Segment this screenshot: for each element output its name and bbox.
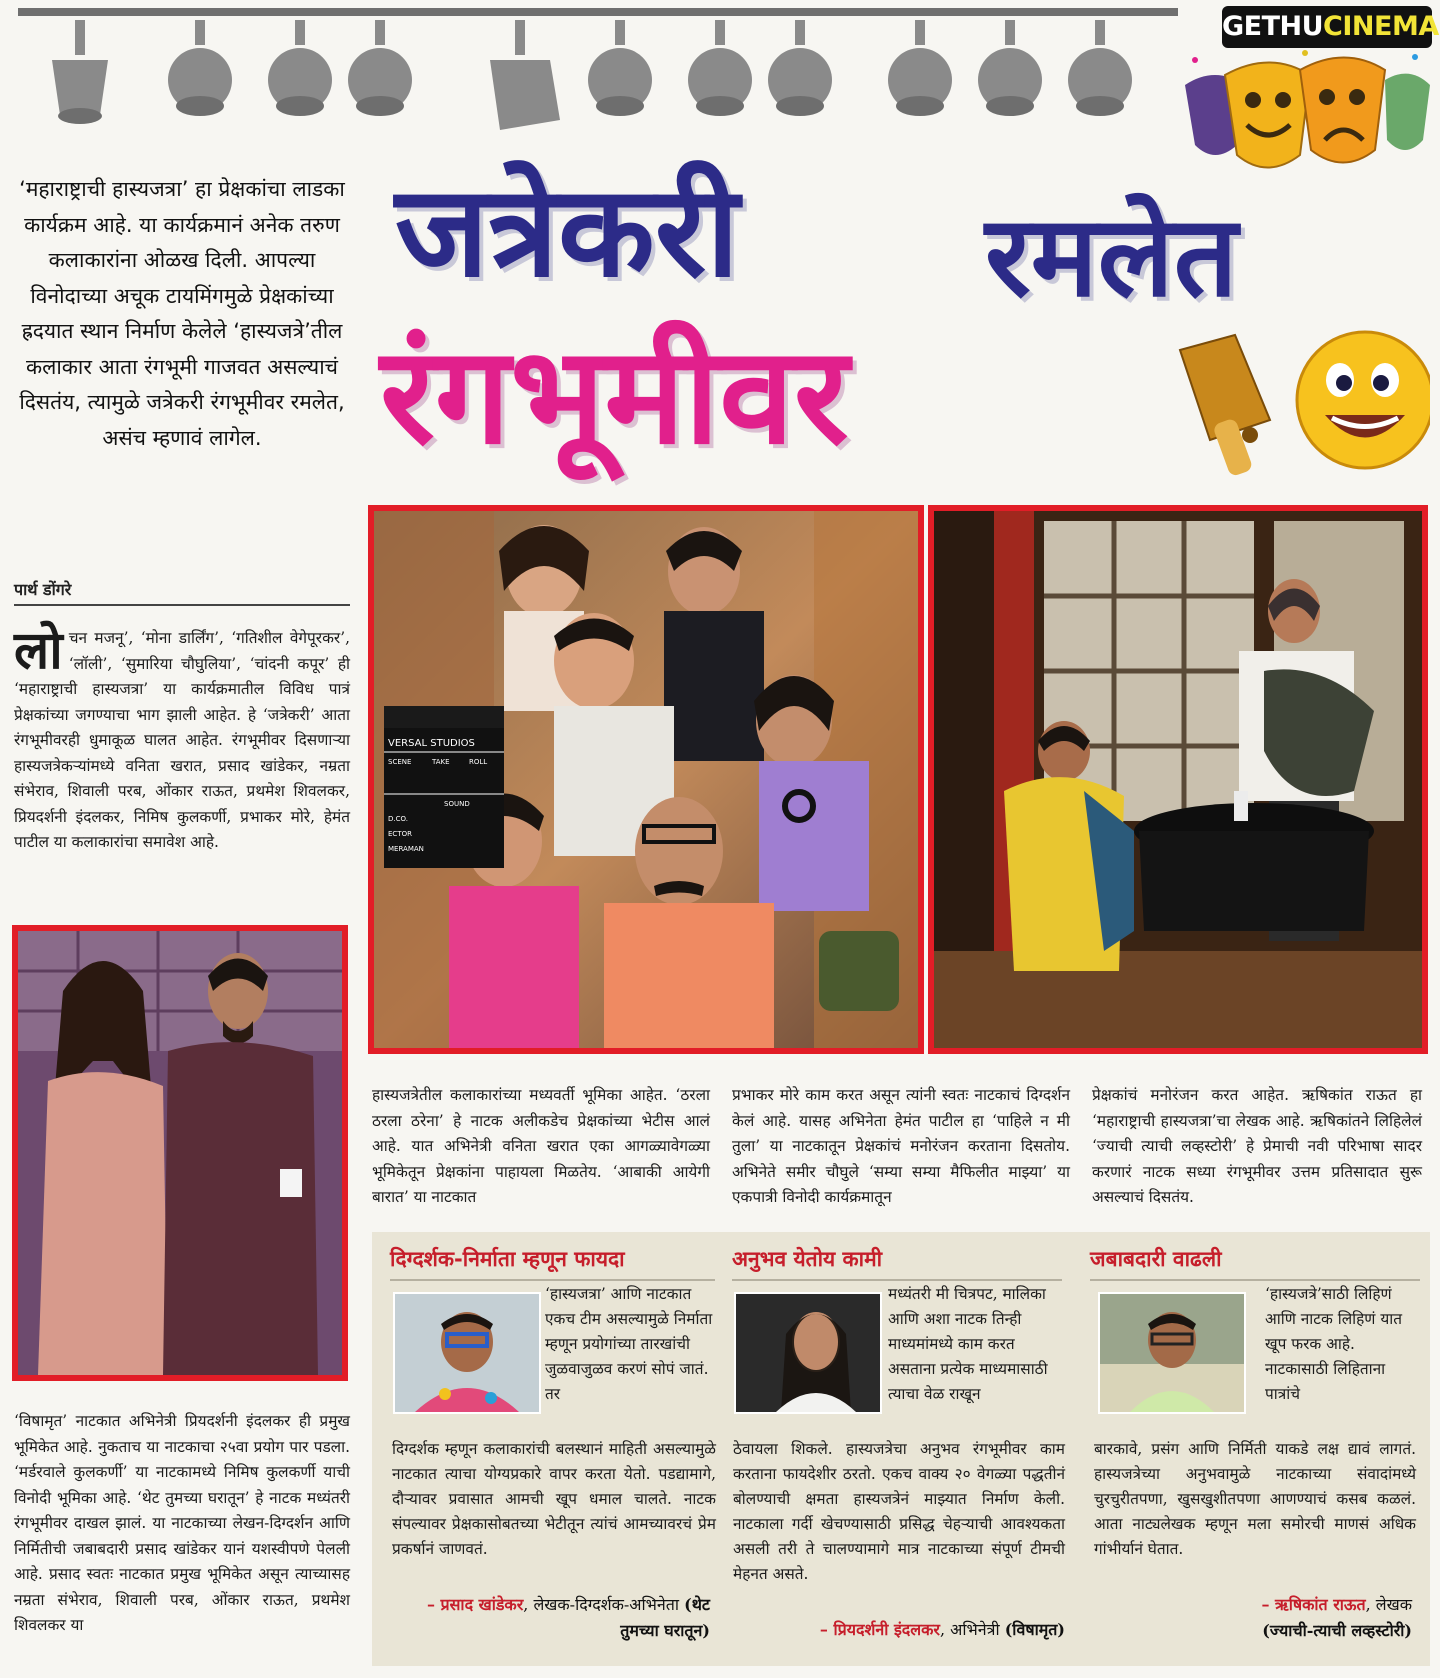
- article-column-mid-3: प्रेक्षकांचं मनोरंजन करत आहेत. ऋषिकांत राऊत हा ‘महाराष्ट्राची हास्यजत्रा’चा लेखक आहे. ऋषिकांतने लिहिलेलं ‘ज्याची त्याची लव्हस्टोरी’ हे प्रेमाची नवी परिभाषा सादर करणारं नाटक सध्या रंगभूमीवर उत्तम प्रतिसादात सुरू असल्याचं दिसतंय.: [1092, 1086, 1422, 1206]
- priyadarshini-indalkar-portrait: [734, 1292, 882, 1414]
- logo-part2: CINEMA: [1323, 11, 1439, 42]
- spotlight-icon: [348, 20, 412, 116]
- article-column-mid-1: हास्यजत्रेतील कलाकारांच्या मध्यवर्ती भूमिका आहेत. ‘ठरला ठरला ठरेना’ हे नाटक अलीकडेच प्रेक्षकांच्या भेटीस आलं आहे. यात अभिनेत्री वनिता खरात एका आगळ्यावेगळ्या भूमिकेतून प्रेक्षकांना पाहायला मिळतेय. ‘आबाकी आयेगी बारात’ या नाटकात: [372, 1086, 710, 1206]
- quote-section-priyadarshini: [732, 1245, 1062, 1281]
- quote-text-a: ‘हास्यजत्रे’साठी लिहिणं आणि नाटक लिहिणं यात खूप फरक आहे. नाटकासाठी लिहिताना पात्रांचे: [1265, 1285, 1403, 1403]
- theatre-masks-icon: [1175, 45, 1435, 175]
- stage-lights-illustration: [0, 10, 1180, 160]
- spotlight-icon: [52, 20, 108, 124]
- article-left-text: चन मजनू’, ‘मोना डार्लिंग’, ‘गतिशील वेगेपूरकर’, ‘लॉली’, ‘सुमारिया चौघुलिया’, ‘चांदनी कपूर’ ही ‘महाराष्ट्राची हास्यजत्रा’ या कार्यक्रमातील विविध पात्रं प्रेक्षकांच्या जगण्याचा भाग झाली आहेत. हे ‘जत्रेकरी’ आता रंगभूमीवरही धुमाकूळ घालत आहेत. रंगभूमीवर दिसणाऱ्या हास्यजत्रेकऱ्यांमध्ये वनिता खरात, प्रसाद खांडेकर, नम्रता संभेराव, शिवाली परब, ओंकार राऊत, प्रथमेश शिवलकर, प्रियदर्शनी इंदलकर, निमिष कुलकर्णी, प्रभाकर मोरे, हेमंत पाटील या कलाकारांचा समावेश आहे.: [14, 629, 350, 851]
- spotlight-icon: [1068, 20, 1132, 116]
- brand-logo: [1222, 6, 1439, 48]
- cast-photo: [368, 505, 924, 1054]
- stage-performance-photo: [928, 505, 1428, 1054]
- clapper-director: ECTOR: [388, 830, 412, 838]
- prasad-khandekar-portrait: [393, 1292, 541, 1414]
- clapper-co: D.CO.: [388, 815, 408, 823]
- clapper-sound: SOUND: [444, 800, 470, 808]
- sig-name: – प्रियदर्शनी इंदलकर: [819, 1620, 940, 1639]
- clapper-scene: SCENE: [388, 758, 412, 766]
- bell-and-smiley-icon: [1160, 325, 1430, 485]
- author-byline: पार्थ डोंगरे: [14, 580, 72, 599]
- sig-role: , लेखक-दिग्दर्शक-अभिनेता: [523, 1595, 680, 1614]
- headline-word-2: रमलेत: [985, 192, 1238, 322]
- sig-name: – प्रसाद खांडेकर: [426, 1595, 524, 1614]
- quote-signature: [392, 1592, 710, 1644]
- quote-text-b: दिग्दर्शक म्हणून कलाकारांची बलस्थानं माहिती असल्यामुळे नाटकात त्याचा योग्यप्रकारे वापर करता येतो. पडद्यामागे, दौऱ्यावर प्रवासात आमची खूप धमाल चालते. नाटक संपल्यावर प्रेक्षकासोबतच्या भेटीतून त्यांचं आमच्यावरचं प्रेम प्रकर्षानं जाणवतं.: [392, 1440, 716, 1558]
- article-column-left: [14, 621, 350, 856]
- quote-text-b: ठेवायला शिकले. हास्यजत्रेचा अनुभव रंगभूमीवर काम करताना फायदेशीर ठरतो. एकच वाक्य २० वेगळ्या पद्धतीनं बोलण्याची क्षमता हास्यजत्रेनं माझ्यात निर्माण केली. नाटकाला गर्दी खेचण्यासाठी प्रसिद्ध चेहऱ्याची आवश्यकता असली तरी ते चालण्यामागे मात्र नाटकाच्या संपूर्ण टीमची मेहनत असते.: [733, 1440, 1065, 1583]
- spotlight-icon: [490, 20, 560, 130]
- sig-play: (विषामृत): [1004, 1620, 1065, 1639]
- clapper-camera: MERAMAN: [388, 845, 424, 853]
- quote-heading-rule: [390, 1279, 715, 1281]
- byline-rule: [14, 604, 350, 606]
- sig-role: , लेखक: [1365, 1595, 1412, 1614]
- spotlight-icon: [888, 20, 952, 116]
- spotlight-icon: [168, 20, 232, 116]
- headline-word-1: जत्रेकरी: [395, 158, 739, 305]
- sig-play: (थेट तुमच्या घरातून): [620, 1595, 710, 1640]
- quote-heading-rule: [732, 1279, 1062, 1281]
- headline-word-3: रंगभूमीवर: [380, 318, 849, 474]
- article-column-mid-2: प्रभाकर मोरे काम करत असून त्यांनी स्वतः नाटकाचं दिग्दर्शन केलं आहे. यासह अभिनेता हेमंत पाटील हा ‘पाहिले न मी तुला’ या नाटकातून प्रेक्षकांचं मनोरंजन करताना दिसतोय. अभिनेते समीर चौघुले ‘सम्या सम्या मैफिलीत माझ्या’ या एकपात्री विनोदी कार्यक्रमातून: [732, 1086, 1070, 1206]
- quote-heading: अनुभव येतोय कामी: [732, 1247, 883, 1271]
- spotlight-icon: [768, 20, 832, 116]
- quote-text-a: मध्यंतरी मी चित्रपट, मालिका आणि अशा नाटक तिन्ही माध्यमांमध्ये काम करत असताना प्रत्येक माध्यमासाठी त्याचा वेळ राखून: [888, 1285, 1048, 1403]
- spotlight-icon: [268, 20, 332, 116]
- spotlight-icon: [688, 20, 752, 116]
- clapper-studio: VERSAL STUDIOS: [388, 738, 475, 749]
- sig-play: (ज्याची-त्याची लव्हस्टोरी): [1262, 1621, 1412, 1640]
- dropcap: लो: [14, 621, 63, 681]
- quote-signature: [733, 1617, 1065, 1643]
- clapper-roll: ROLL: [469, 758, 488, 766]
- quote-heading-rule: [1090, 1279, 1420, 1281]
- quote-heading: जबाबदारी वाढली: [1090, 1247, 1222, 1271]
- spotlight-icon: [588, 20, 652, 116]
- logo-part1: GETHU: [1222, 11, 1324, 42]
- sig-role: , अभिनेत्री: [939, 1620, 1000, 1639]
- quote-section-rushikant: [1090, 1245, 1420, 1281]
- quote-text-a: ‘हास्यजत्रा’ आणि नाटकात एकच टीम असल्यामुळे निर्माता म्हणून प्रयोगांच्या तारखांची जुळवाजुळव करणं सोपं जातं. तर: [545, 1285, 713, 1403]
- quote-heading: दिग्दर्शक-निर्माता म्हणून फायदा: [390, 1247, 625, 1271]
- quote-signature: [1094, 1592, 1412, 1644]
- article-column-left-continued: ‘विषामृत’ नाटकात अभिनेत्री प्रियदर्शनी इंदलकर ही प्रमुख भूमिकेत आहे. नुकताच या नाटकाचा २५वा प्रयोग पार पडला. ‘मर्डरवाले कुलकर्णी’ या नाटकामध्ये निमिष कुलकर्णी याची विनोदी भूमिका आहे. ‘थेट तुमच्या घरातून’ हे नाटक मध्यंतरी रंगभूमीवर दाखल झालं. या नाटकाच्या लेखन-दिग्दर्शन आणि निर्मितीची जबाबदारी प्रसाद खांडेकर यानं यशस्वीपणे पेलली आहे. प्रसाद स्वतः नाटकात प्रमुख भूमिकेत असून त्याच्यासह नम्रता संभेराव, शिवाली परब, ओंकार राऊत, प्रथमेश शिवलकर या: [14, 1412, 350, 1634]
- rushikant-raut-portrait: [1098, 1292, 1246, 1414]
- sig-name: – ऋषिकांत राऊत: [1261, 1595, 1366, 1614]
- clapper-take: TAKE: [432, 758, 450, 766]
- quote-text-b: बारकावे, प्रसंग आणि निर्मिती याकडे लक्ष द्यावं लागतं. हास्यजत्रेच्या अनुभवामुळे नाटकाच्या संवादांमध्ये चुरचुरीतपणा, खुसखुशीतपणा आणण्याचं कसब कळलं. आता नाट्यलेखक म्हणून मला समोरची माणसं अधिक गांभीर्यानं घेतात.: [1094, 1440, 1416, 1558]
- play-vishamrut-photo: [12, 925, 348, 1381]
- clapperboard: [384, 706, 504, 868]
- spotlight-icon: [978, 20, 1042, 116]
- intro-text: ‘महाराष्ट्राची हास्यजत्रा’ हा प्रेक्षकांचा लाडका कार्यक्रम आहे. या कार्यक्रमानं अनेक तरुण कलाकारांना ओळख दिली. आपल्या विनोदाच्या अचूक टायमिंगमुळे प्रेक्षकांच्या ह्रदयात स्थान निर्माण केलेले ‘हास्यजत्रे’तील कलाकार आता रंगभूमी गाजवत असल्याचं दिसतंय, त्यामुळे जत्रेकरी रंगभूमीवर रमलेत, असंच म्हणावं लागेल.: [19, 177, 345, 450]
- quote-section-prasad: [390, 1245, 715, 1281]
